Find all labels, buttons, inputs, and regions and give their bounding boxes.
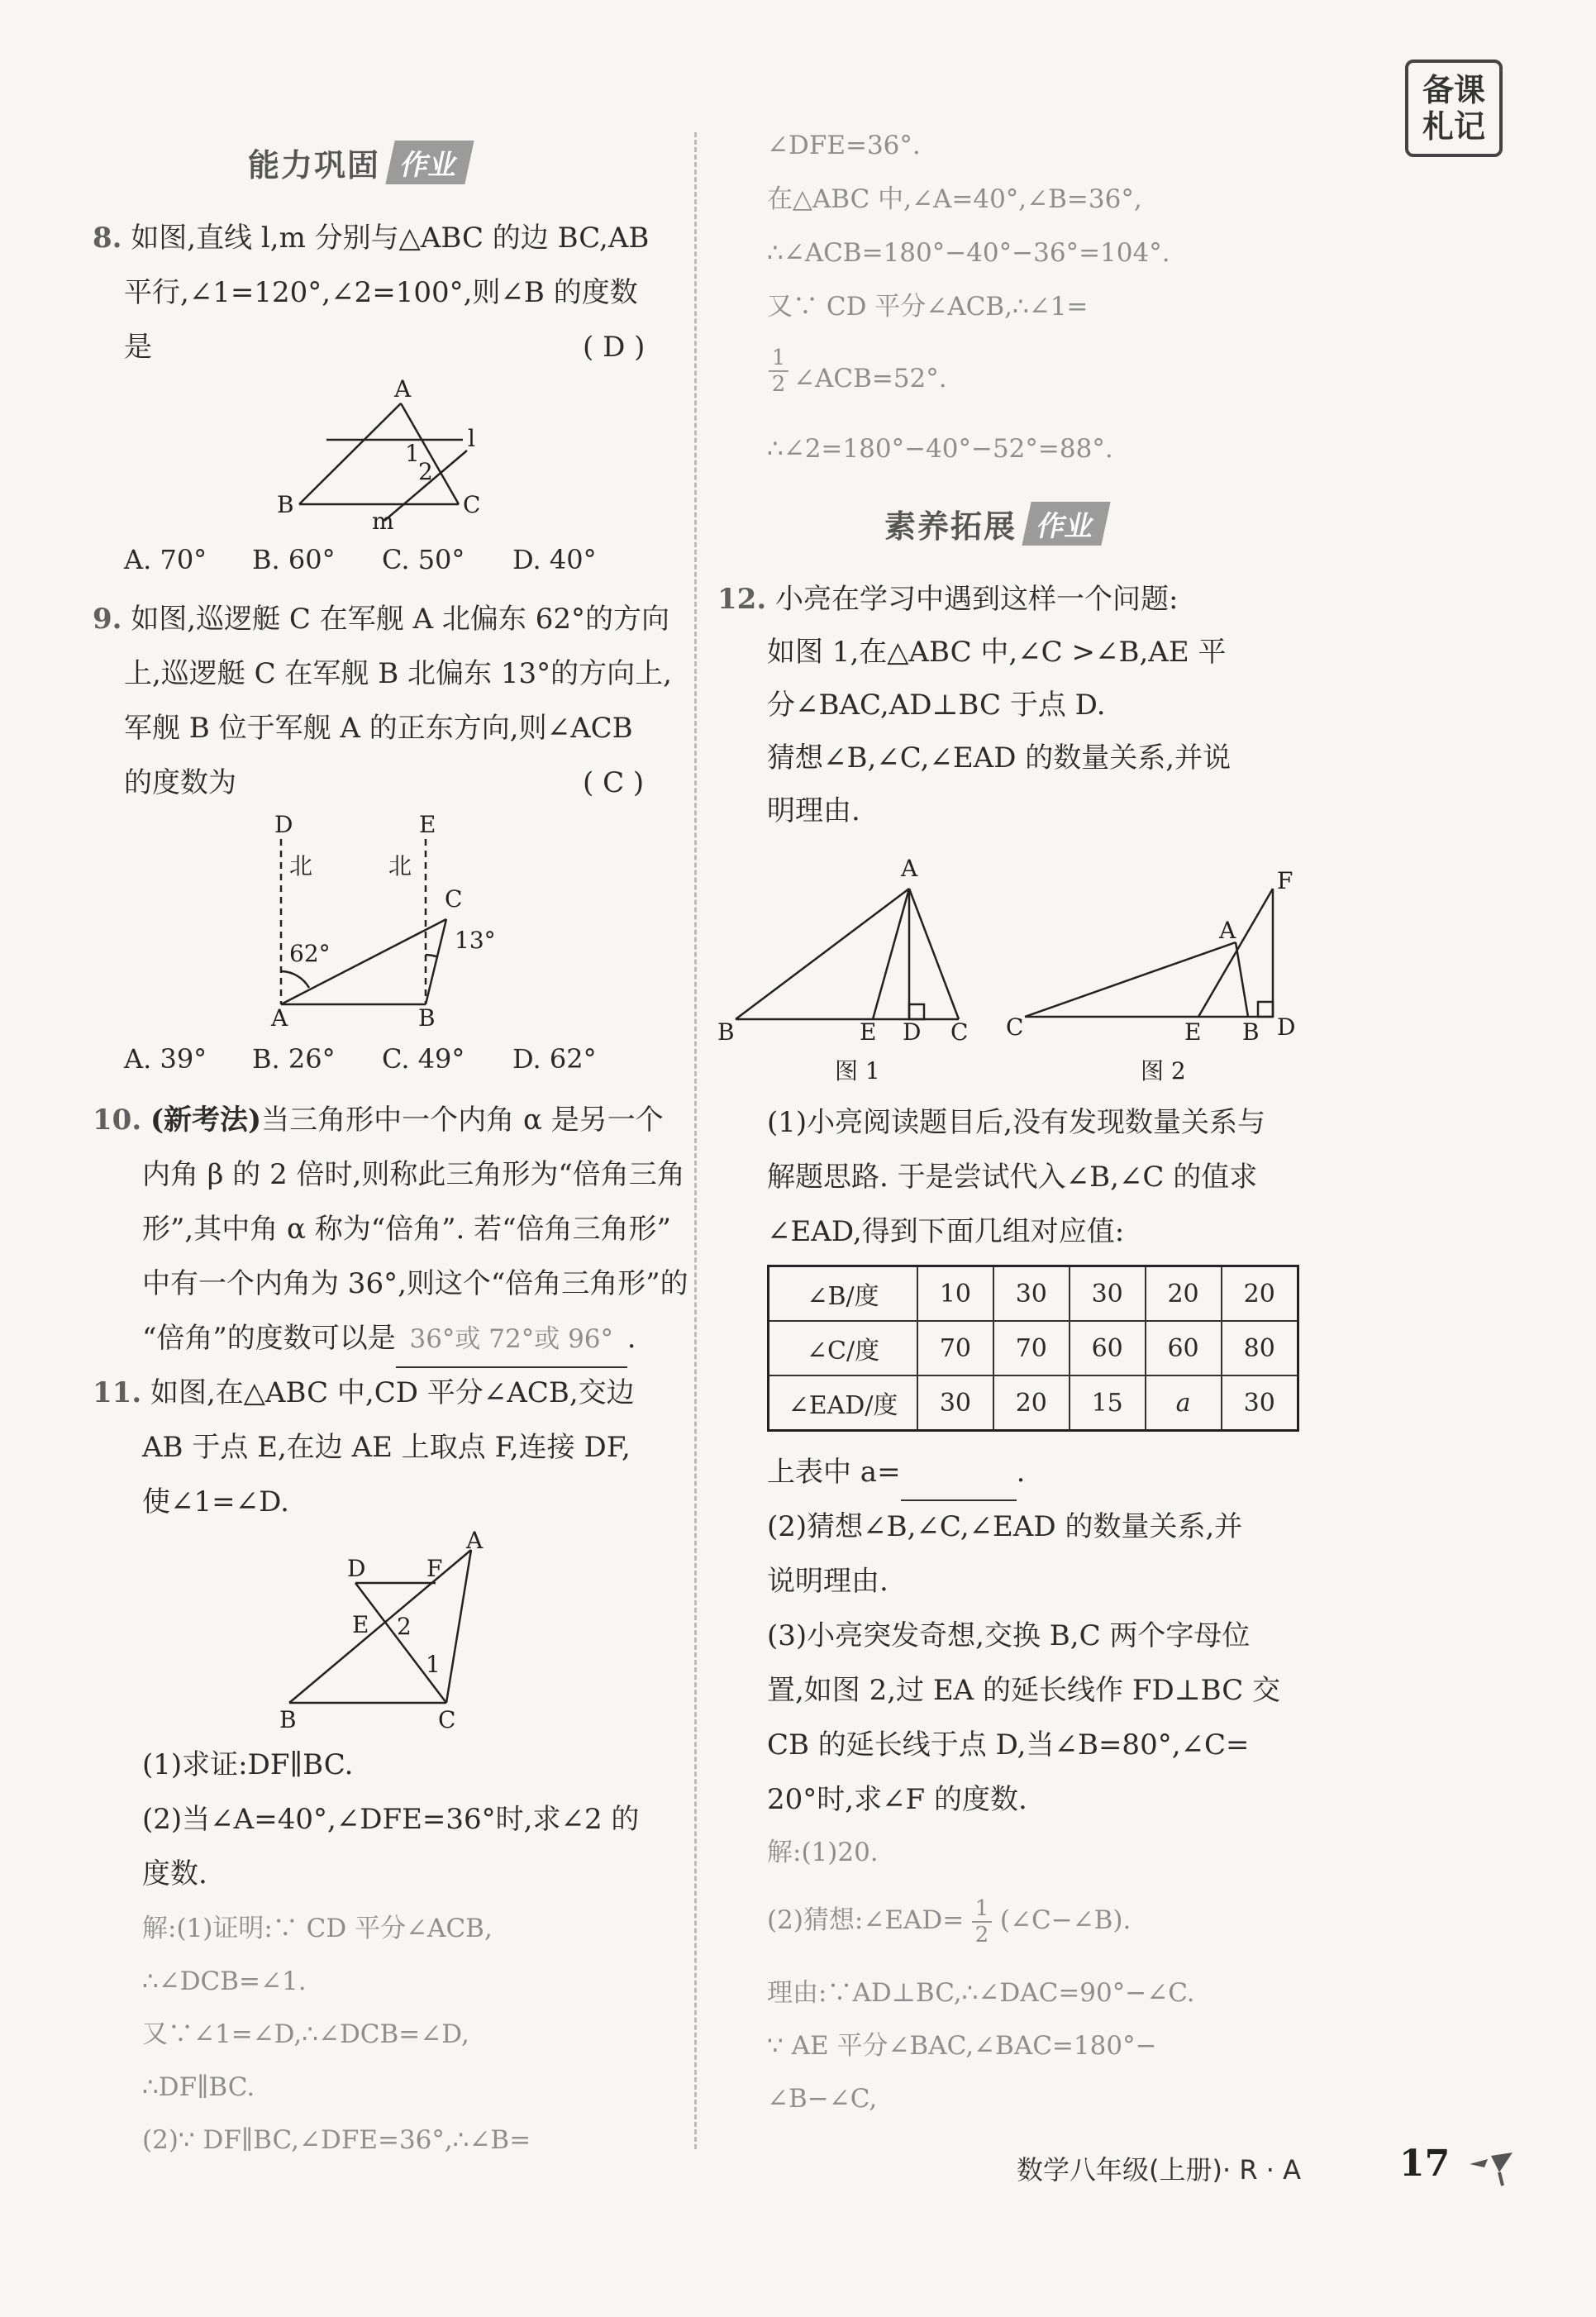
fig2-label-d: D xyxy=(1277,1013,1296,1041)
q11-side-ac xyxy=(446,1550,471,1703)
table-cell: ∠B/度 xyxy=(769,1266,918,1322)
q12-part2-line-1: (2)猜想∠B,∠C,∠EAD 的数量关系,并 xyxy=(767,1510,1243,1543)
q11-label-2: 2 xyxy=(397,1613,412,1640)
q11-line-1 xyxy=(93,1366,635,1420)
q10-line-1 xyxy=(93,1093,664,1147)
q9-line-1 xyxy=(93,592,669,646)
table-cell: 30 xyxy=(993,1266,1070,1322)
q11-solution-1: 解:(1)证明:∵ CD 平分∠ACB, xyxy=(142,1914,493,1943)
q11-text: 如图,在△ABC 中,CD 平分∠ACB,交边 xyxy=(150,1376,635,1409)
q12-figure-1 xyxy=(711,851,992,1091)
q9-label-north1: 北 xyxy=(289,852,313,880)
q8-option-d: D. 40° xyxy=(512,544,597,575)
table-cell: 20 xyxy=(993,1375,1070,1431)
table-row xyxy=(769,1321,1298,1375)
q12-part1-line-3: ∠EAD,得到下面几组对应值: xyxy=(767,1215,1125,1248)
table-cell: 20 xyxy=(1222,1266,1298,1322)
q12-frac xyxy=(972,1896,992,1948)
q11-cont-3: ∴∠ACB=180°−40°−36°=104°. xyxy=(767,238,1170,268)
q9-label-62: 62° xyxy=(289,940,331,967)
q11-solution-2: ∴∠DCB=∠1. xyxy=(142,1967,307,1996)
fig2-label-e: E xyxy=(1184,1018,1202,1046)
q11-label-c: C xyxy=(438,1706,456,1733)
fig1-side-ac xyxy=(909,889,959,1019)
q11-label-1: 1 xyxy=(426,1651,441,1678)
q11-frac-den: 2 xyxy=(771,372,786,397)
q8-line-1 xyxy=(93,211,649,265)
q12-text: 小亮在学习中遇到这样一个问题: xyxy=(774,583,1179,616)
table-cell: 30 xyxy=(1070,1266,1146,1322)
q12-solution-3: 理由:∵AD⊥BC,∴∠DAC=90°−∠C. xyxy=(767,1978,1195,2008)
fig1-label-c: C xyxy=(950,1018,969,1046)
page-number: 17 xyxy=(1399,2143,1451,2185)
table-cell: ∠EAD/度 xyxy=(769,1375,918,1431)
q11-label-b: B xyxy=(279,1706,297,1733)
fig2-label-b: B xyxy=(1242,1018,1260,1046)
q9-label-c: C xyxy=(445,885,463,913)
q12-table-note xyxy=(767,1445,1025,1501)
q12-part3-line-2: 置,如图 2,过 EA 的延长线作 FD⊥BC 交 xyxy=(767,1674,1281,1707)
q9-figure xyxy=(256,811,529,1032)
q12-frac-num: 1 xyxy=(972,1896,992,1923)
q12-solution-2 xyxy=(767,1893,1131,1948)
q12-solution-2-prefix: (2)猜想:∠EAD= xyxy=(767,1905,965,1935)
q9-answer: ( C ) xyxy=(583,766,645,799)
fig1-label-d: D xyxy=(903,1018,922,1046)
q11-side-ab xyxy=(289,1550,471,1703)
q8-label-b: B xyxy=(277,491,294,518)
q11-cont-4: 又∵ CD 平分∠ACB,∴∠1= xyxy=(767,292,1089,322)
q10-line-4: 中有一个内角为 36°,则这个“倍角三角形”的 xyxy=(142,1267,688,1300)
fig2-line-ef xyxy=(1198,889,1273,1017)
footer-book-title: 数学八年级(上册)· R · A xyxy=(1017,2154,1301,2186)
corner-badge-text: 备课札记 xyxy=(1422,72,1485,145)
q9-arc-62 xyxy=(281,971,309,988)
q11-part-1: (1)求证:DF∥BC. xyxy=(142,1748,354,1781)
table-cell: 30 xyxy=(917,1375,993,1431)
q9-option-a: A. 39° xyxy=(124,1043,207,1075)
fig2-label-f: F xyxy=(1277,867,1293,894)
q9-label-13: 13° xyxy=(455,927,496,954)
fig2-caption: 图 2 xyxy=(1141,1057,1186,1085)
q9-side-bc xyxy=(426,919,446,1004)
q12-part2-line-2: 说明理由. xyxy=(767,1565,889,1598)
table-cell: 60 xyxy=(1146,1321,1222,1375)
section-title: 能力巩固 xyxy=(248,146,381,184)
q11-label-d: D xyxy=(347,1555,366,1582)
q8-label-2: 2 xyxy=(418,458,433,485)
q12-line-1 xyxy=(717,572,1178,627)
q9-line-2: 上,巡逻艇 C 在军舰 B 北偏东 13°的方向上, xyxy=(124,657,672,690)
q11-cont-1: ∠DFE=36°. xyxy=(767,131,921,160)
table-cell: 60 xyxy=(1070,1321,1146,1375)
section-title: 素养拓展 xyxy=(884,508,1017,545)
q12-solution-1: 解:(1)20. xyxy=(767,1838,879,1867)
q11-cont-2: 在△ABC 中,∠A=40°,∠B=36°, xyxy=(767,184,1142,214)
q8-text: 如图,直线 l,m 分别与△ABC 的边 BC,AB xyxy=(131,222,650,255)
q12-solution-5: ∠B−∠C, xyxy=(767,2084,878,2114)
q12-answer-blank xyxy=(901,1445,1017,1501)
q10-last-prefix: “倍角”的度数可以是 xyxy=(142,1322,396,1355)
q9-line-3: 军舰 B 位于军舰 A 的正东方向,则∠ACB xyxy=(124,712,633,745)
q10-line-5 xyxy=(142,1311,636,1368)
q10-tag: (新考法) xyxy=(150,1104,262,1137)
q11-solution-3: 又∵∠1=∠D,∴∠DCB=∠D, xyxy=(142,2019,469,2049)
q10-line-2: 内角 β 的 2 倍时,则称此三角形为“倍角三角 xyxy=(142,1158,685,1191)
fig1-right-angle xyxy=(909,1004,924,1019)
q12-part3-line-3: CB 的延长线于点 D,当∠B=80°,∠C= xyxy=(767,1728,1250,1762)
q9-number: 9. xyxy=(93,603,122,636)
fig1-label-b: B xyxy=(717,1018,735,1046)
q12-line-4: 猜想∠B,∠C,∠EAD 的数量关系,并说 xyxy=(767,741,1232,775)
q12-part1-line-1: (1)小亮阅读题目后,没有发现数量关系与 xyxy=(767,1106,1265,1139)
q8-label-a: A xyxy=(394,375,412,403)
q11-number: 11. xyxy=(93,1376,142,1409)
fig1-side-ab xyxy=(736,889,909,1019)
table-cell: 70 xyxy=(993,1321,1070,1375)
q9-option-d: D. 62° xyxy=(512,1043,597,1075)
q10-last-suffix: . xyxy=(626,1322,636,1355)
fig1-line-ae xyxy=(873,889,909,1019)
q9-label-b: B xyxy=(418,1004,436,1032)
q8-number: 8. xyxy=(93,222,122,255)
q8-label-l: l xyxy=(468,425,475,452)
q9-option-c: C. 49° xyxy=(382,1043,465,1075)
q10-line-3: 形”,其中角 α 称为“倍角”. 若“倍角三角形” xyxy=(142,1213,671,1246)
q11-figure xyxy=(264,1527,504,1740)
fig2-label-a: A xyxy=(1219,917,1236,944)
table-cell: 30 xyxy=(1222,1375,1298,1431)
q11-line-3: 使∠1=∠D. xyxy=(142,1485,289,1518)
q8-figure xyxy=(264,375,512,537)
q8-line-3: 是 xyxy=(124,331,152,364)
fig2-label-c: C xyxy=(1006,1013,1024,1041)
section-header-ability xyxy=(248,139,469,185)
table-cell: a xyxy=(1146,1375,1222,1431)
table-cell: 20 xyxy=(1146,1266,1222,1322)
section-tag: 作业 xyxy=(385,141,474,184)
footer-deco-icon xyxy=(1463,2148,1521,2189)
q8-answer: ( D ) xyxy=(583,331,646,364)
fig1-caption: 图 1 xyxy=(835,1057,880,1085)
q12-number: 12. xyxy=(717,583,767,616)
corner-badge xyxy=(1405,60,1503,157)
fig1-label-e: E xyxy=(860,1018,877,1046)
table-cell: ∠C/度 xyxy=(769,1321,918,1375)
q8-label-c: C xyxy=(463,491,481,518)
q12-part1-line-2: 解题思路. 于是尝试代入∠B,∠C 的值求 xyxy=(767,1161,1258,1194)
q12-table-note-prefix: 上表中 a= xyxy=(767,1456,901,1489)
q8-option-b: B. 60° xyxy=(252,544,336,575)
section-header-literacy xyxy=(884,500,1106,546)
q11-label-a: A xyxy=(466,1527,484,1554)
q11-part-2: (2)当∠A=40°,∠DFE=36°时,求∠2 的 xyxy=(142,1803,640,1836)
q12-value-table xyxy=(767,1265,1299,1432)
q11-line-2: AB 于点 E,在边 AE 上取点 F,连接 DF, xyxy=(142,1431,631,1464)
q11-cont-5: ∠ACB=52°. xyxy=(793,364,947,393)
q12-part3-line-1: (3)小亮突发奇想,交换 B,C 两个字母位 xyxy=(767,1619,1251,1652)
q11-label-e: E xyxy=(352,1611,369,1638)
q9-arc-13 xyxy=(426,955,436,956)
q12-solution-4: ∵ AE 平分∠BAC,∠BAC=180°− xyxy=(767,2031,1157,2061)
q11-solution-5: (2)∵ DF∥BC,∠DFE=36°,∴∠B= xyxy=(142,2125,531,2155)
q11-part-2b: 度数. xyxy=(142,1857,207,1890)
q11-solution-4: ∴DF∥BC. xyxy=(142,2072,255,2102)
q11-label-f: F xyxy=(426,1555,443,1582)
table-cell: 15 xyxy=(1070,1375,1146,1431)
q8-side-ab xyxy=(299,403,401,504)
q9-label-a: A xyxy=(271,1004,288,1032)
q9-label-north2: 北 xyxy=(388,852,412,880)
q8-option-a: A. 70° xyxy=(124,544,207,575)
q8-line-2: 平行,∠1=120°,∠2=100°,则∠B 的度数 xyxy=(124,276,638,309)
q12-line-3: 分∠BAC,AD⊥BC 于点 D. xyxy=(767,689,1106,722)
column-divider xyxy=(694,132,697,2149)
q9-text: 如图,巡逻艇 C 在军舰 A 北偏东 62°的方向 xyxy=(131,603,669,636)
q10-number: 10. xyxy=(93,1104,142,1137)
fig2-right-angle xyxy=(1258,1002,1273,1017)
q9-label-d: D xyxy=(274,811,293,838)
table-cell: 80 xyxy=(1222,1321,1298,1375)
q8-label-1: 1 xyxy=(405,440,420,467)
q12-figure-2 xyxy=(996,851,1296,1091)
q9-option-b: B. 26° xyxy=(252,1043,336,1075)
table-cell: 10 xyxy=(917,1266,993,1322)
table-row xyxy=(769,1266,1298,1322)
q12-frac-den: 2 xyxy=(974,1922,989,1948)
q9-label-e: E xyxy=(419,811,436,838)
q12-line-5: 明理由. xyxy=(767,794,860,827)
table-row xyxy=(769,1375,1298,1431)
q10-text: 当三角形中一个内角 α 是另一个 xyxy=(261,1104,664,1137)
section-tag: 作业 xyxy=(1022,502,1110,546)
fig1-label-a: A xyxy=(901,855,918,882)
q8-option-c: C. 50° xyxy=(382,544,465,575)
table-cell: 70 xyxy=(917,1321,993,1375)
q10-answer: 36°或 72°或 96° xyxy=(396,1312,627,1368)
q12-line-2: 如图 1,在△ABC 中,∠C >∠B,AE 平 xyxy=(767,636,1227,669)
q12-table-note-suffix: . xyxy=(1016,1456,1026,1489)
q12-part3-line-4: 20°时,求∠F 的度数. xyxy=(767,1783,1027,1816)
q11-frac-num: 1 xyxy=(769,346,788,372)
q8-label-m: m xyxy=(372,508,394,535)
fig2-line-ab xyxy=(1236,942,1248,1017)
q12-solution-2-suffix: (∠C−∠B). xyxy=(999,1905,1131,1935)
q11-frac xyxy=(769,346,788,397)
q11-line-cd xyxy=(355,1583,446,1703)
q11-cont-6: ∴∠2=180°−40°−52°=88°. xyxy=(767,434,1113,464)
q9-line-4: 的度数为 xyxy=(124,766,236,799)
